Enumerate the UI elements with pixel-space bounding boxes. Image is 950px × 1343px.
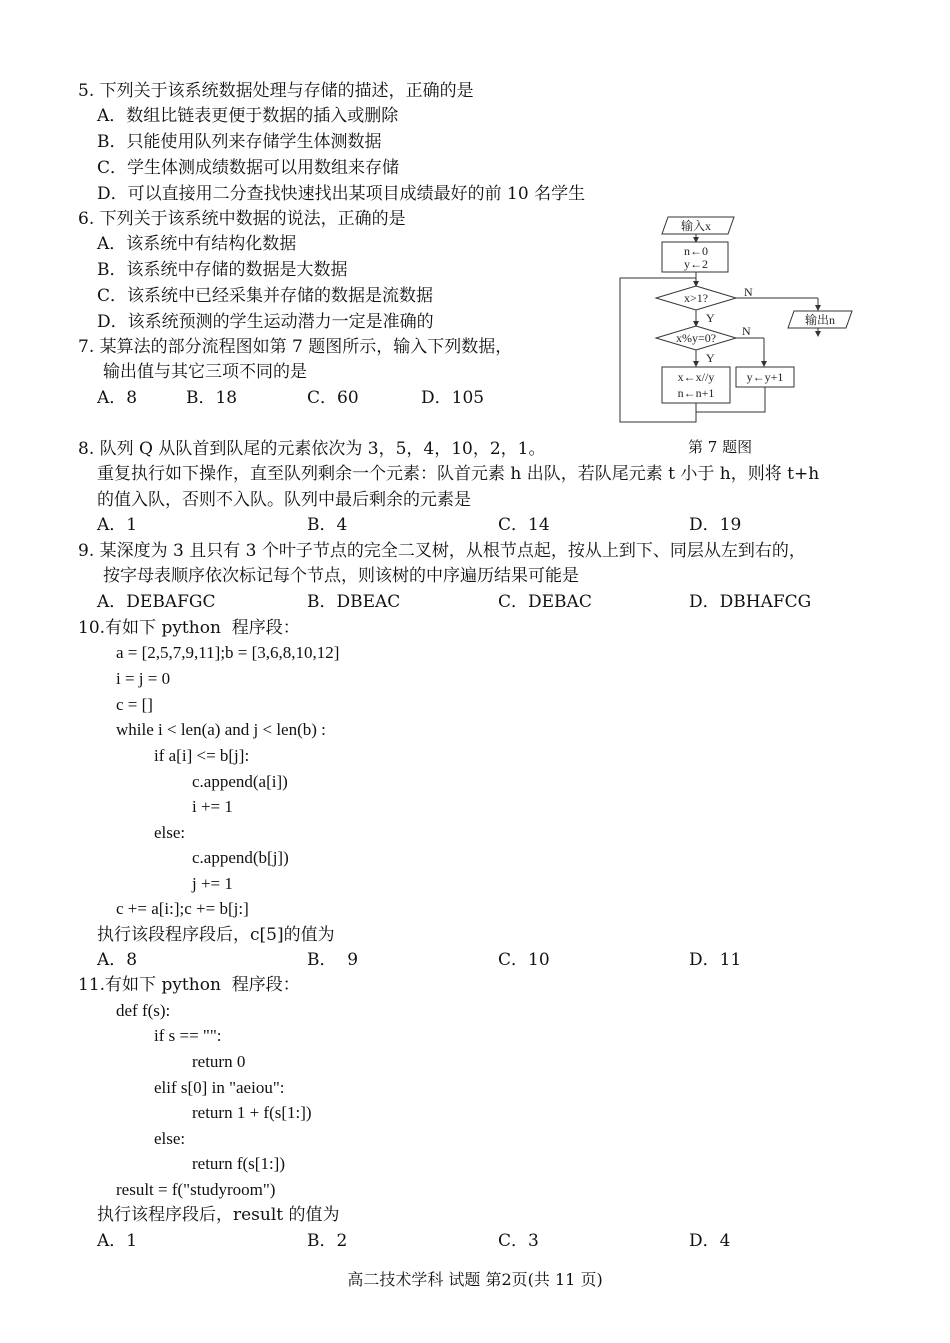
q10-code-line-10: j += 1 (192, 874, 233, 893)
q5-option-c: C．学生体测成绩数据可以用数组来存储 (97, 158, 400, 178)
q6-stem: 6. 下列关于该系统中数据的说法，正确的是 (78, 209, 406, 229)
flowchart-proc1-text: x←x//y (677, 370, 715, 384)
q8-stem-line2: 重复执行如下操作，直至队列剩余一个元素：队首元素 h 出队，若队尾元素 t 小于 h，则将 t+h (97, 464, 820, 484)
q10-code-line-11: c += a[i:];c += b[j:] (116, 899, 249, 918)
q10-code-line-4: while i < len(a) and j < len(b) : (116, 720, 326, 739)
q10-option-a: A．8 (97, 950, 138, 970)
q10-code-line-1: a = [2,5,7,9,11];b = [3,6,8,10,12] (116, 643, 340, 662)
q9-option-d: D．DBHAFCG (689, 592, 812, 612)
q11-code-line-8: result = f("studyroom") (116, 1180, 276, 1199)
q8-option-a: A．1 (97, 515, 138, 535)
q10-code-line-5: if a[i] <= b[j]: (154, 746, 250, 765)
q11-option-a: A．1 (97, 1231, 138, 1251)
q11-option-c: C．3 (498, 1231, 539, 1251)
q8-stem-line3: 的值入队，否则不入队。队列中最后剩余的元素是 (97, 490, 471, 510)
q11-code-line-1: def f(s): (116, 1001, 171, 1020)
q9-option-b: B．DBEAC (307, 592, 401, 612)
q9-stem-line1: 9. 某深度为 3 且只有 3 个叶子节点的完全二叉树，从根节点起，按从上到下、同层从左到右的， (78, 541, 806, 561)
q11-code-line-6: else: (154, 1129, 186, 1148)
q10-code-line-9: c.append(b[j]) (192, 848, 289, 867)
q11-stem: 11.有如下 python 程序段： (78, 975, 300, 995)
q10-code-line-3: c = [] (116, 695, 153, 714)
q8-option-d: D．19 (689, 515, 742, 535)
q7-figure-caption: 第 7 题图 (688, 438, 753, 456)
q9-stem-line2: 按字母表顺序依次标记每个节点，则该树的中序遍历结果可能是 (103, 566, 579, 586)
q10-option-b: B． 9 (307, 950, 359, 970)
q9-option-c: C．DEBAC (498, 592, 592, 612)
flowchart-init-n: n←0 (684, 244, 708, 258)
q8-stem-line1: 8. 队列 Q 从队首到队尾的元素依次为 3，5，4，10，2，1。 (78, 439, 546, 459)
q11-after: 执行该程序段后，result 的值为 (97, 1205, 340, 1225)
flowchart-yes-label-1: Y (706, 311, 715, 325)
flowchart-no-label-1: N (744, 285, 753, 299)
flowchart-proc3-text: y←y+1 (746, 370, 784, 384)
q5-option-d: D．可以直接用二分查找快速找出某项目成绩最好的前 10 名学生 (97, 184, 586, 204)
q5-option-b: B．只能使用队列来存储学生体测数据 (97, 132, 382, 152)
flowchart-yes-label-2: Y (706, 351, 715, 365)
q10-after: 执行该段程序段后，c[5]的值为 (97, 925, 335, 945)
q11-option-b: B．2 (307, 1231, 348, 1251)
flowchart-proc2-text: n←n+1 (677, 386, 715, 400)
q10-code-line-2: i = j = 0 (116, 669, 171, 688)
q7-flowchart (614, 212, 864, 432)
q7-option-c: C．60 (307, 388, 359, 408)
page-footer: 高二技术学科 试题 第2页(共 11 页) (347, 1270, 603, 1289)
q11-code-line-3: return 0 (192, 1052, 246, 1071)
q9-option-a: A．DEBAFGC (97, 592, 216, 612)
q7-option-b: B．18 (186, 388, 238, 408)
q10-option-c: C．10 (498, 950, 550, 970)
flowchart-cond2-text: x%y=0? (675, 331, 717, 345)
q5-stem: 5. 下列关于该系统数据处理与存储的描述，正确的是 (78, 81, 474, 101)
q6-option-a: A．该系统中有结构化数据 (97, 234, 297, 254)
q11-code-line-5: return 1 + f(s[1:]) (192, 1103, 312, 1122)
q7-stem-line1: 7. 某算法的部分流程图如第 7 题图所示，输入下列数据， (78, 337, 513, 357)
flowchart-init-y: y←2 (684, 257, 708, 271)
q7-option-d: D．105 (421, 388, 485, 408)
q11-option-d: D．4 (689, 1231, 731, 1251)
q8-option-b: B．4 (307, 515, 348, 535)
q7-stem-line2: 输出值与其它三项不同的是 (103, 362, 307, 382)
q6-option-b: B．该系统中存储的数据是大数据 (97, 260, 348, 280)
q10-code-line-7: i += 1 (192, 797, 233, 816)
flowchart-output-text: 输出n (804, 313, 836, 327)
flowchart-input-text: 输入x (680, 219, 712, 233)
flowchart-cond1-text: x>1? (683, 291, 709, 305)
q6-option-d: D．该系统预测的学生运动潜力一定是准确的 (97, 312, 434, 332)
q10-code-line-6: c.append(a[i]) (192, 772, 288, 791)
q10-stem: 10.有如下 python 程序段： (78, 618, 300, 638)
q11-code-line-2: if s == "": (154, 1026, 222, 1045)
q5-option-a: A．数组比链表更便于数据的插入或删除 (97, 106, 399, 126)
q10-option-d: D．11 (689, 950, 742, 970)
q7-option-a: A．8 (97, 388, 138, 408)
q11-code-line-4: elif s[0] in "aeiou": (154, 1078, 285, 1097)
q8-option-c: C．14 (498, 515, 550, 535)
flowchart-no-label-2: N (742, 324, 751, 338)
q6-option-c: C．该系统中已经采集并存储的数据是流数据 (97, 286, 434, 306)
q11-code-line-7: return f(s[1:]) (192, 1154, 285, 1173)
q10-code-line-8: else: (154, 823, 186, 842)
